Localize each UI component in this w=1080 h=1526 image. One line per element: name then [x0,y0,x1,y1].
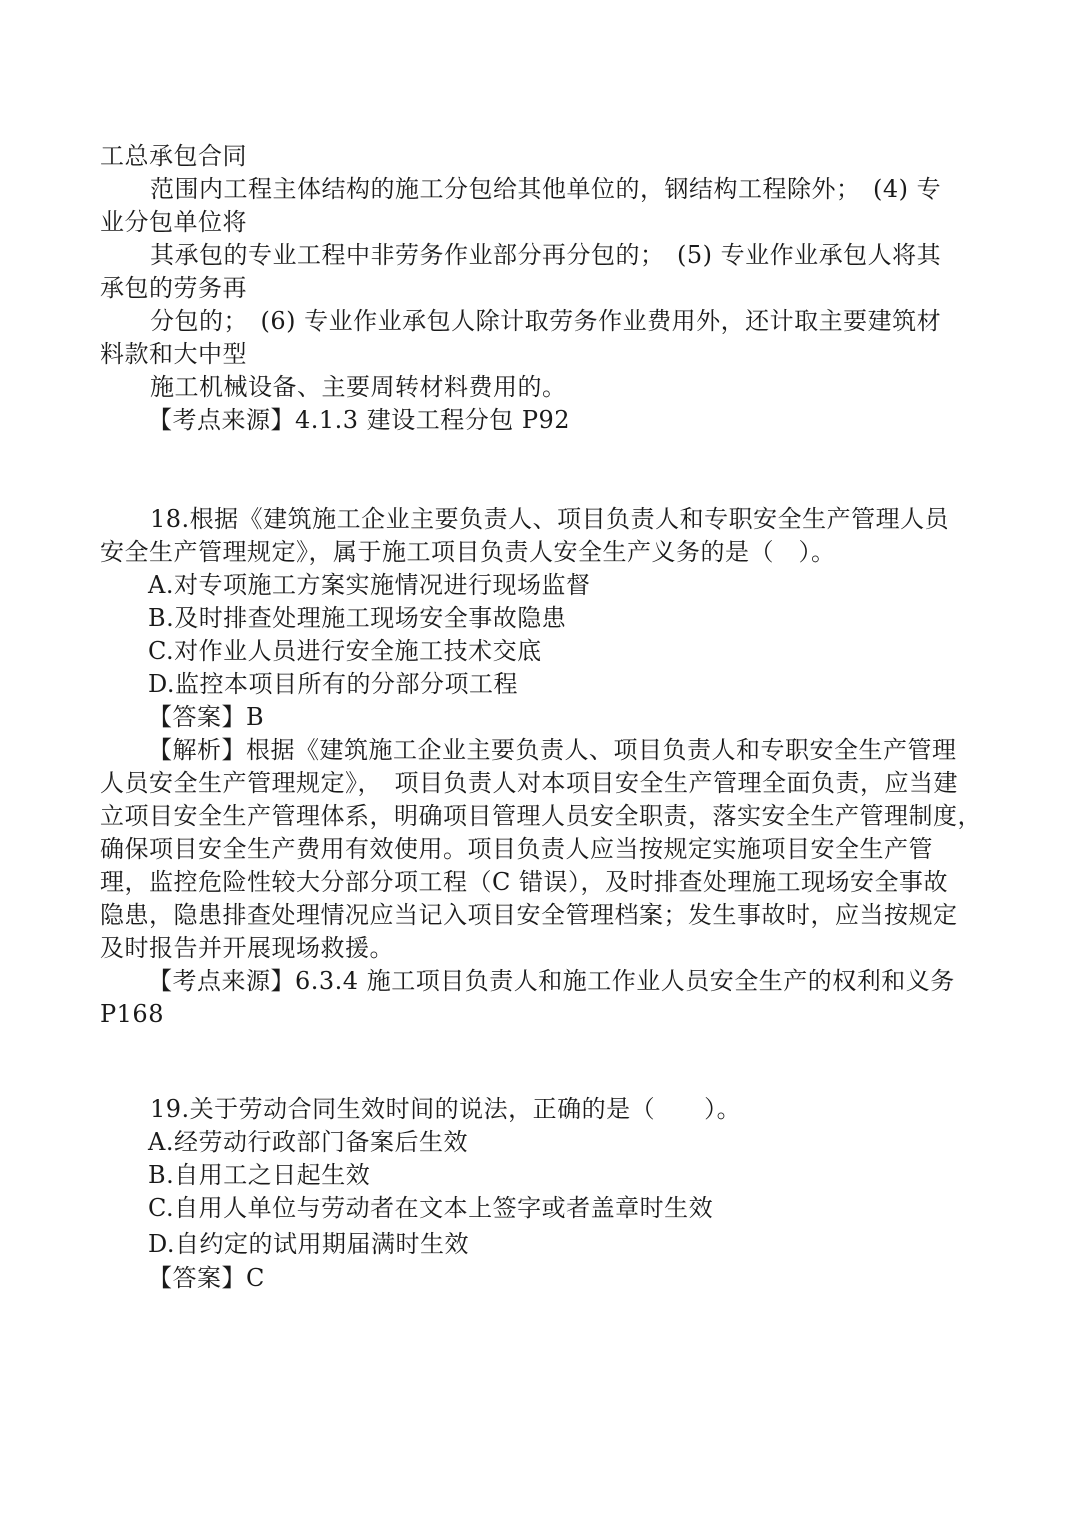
option-a: A.对专项施工方案实施情况进行现场监督 [148,571,591,599]
option-c: C.对作业人员进行安全施工技术交底 [148,637,542,665]
analysis-line: 立项目安全生产管理体系，明确项目管理人员安全职责，落实安全生产管理制度， [100,802,982,830]
text-line: 施工机械设备、主要周转材料费用的。 [150,373,567,401]
question-stem: 18.根据《建筑施工企业主要负责人、项目负责人和专职安全生产管理人员 [150,505,950,533]
text-line: 料款和大中型 [100,340,247,368]
source-reference: 【考点来源】6.3.4 施工项目负责人和施工作业人员安全生产的权利和义务 [148,967,955,995]
analysis-line: 人员安全生产管理规定》， 项目负责人对本项目安全生产管理全面负责，应当建 [100,769,958,797]
option-d: D.自约定的试用期届满时生效 [148,1230,470,1258]
option-b: B.自用工之日起生效 [148,1161,371,1189]
answer: 【答案】B [148,703,265,731]
text-line: 承包的劳务再 [100,274,247,302]
analysis-line: 【解析】根据《建筑施工企业主要负责人、项目负责人和专职安全生产管理 [148,736,957,764]
question-stem: 19.关于劳动合同生效时间的说法，正确的是（ ）。 [150,1095,742,1123]
answer: 【答案】C [148,1264,265,1292]
analysis-line: 确保项目安全生产费用有效使用。项目负责人应当按规定实施项目安全生产管 [100,835,933,863]
text-line: 工总承包合同 [100,142,247,170]
option-a: A.经劳动行政部门备案后生效 [148,1128,468,1156]
analysis-line: 理，监控危险性较大分部分项工程（C 错误），及时排查处理施工现场安全事故 [100,868,948,896]
option-b: B.及时排查处理施工现场安全事故隐患 [148,604,567,632]
text-line: 其承包的专业工程中非劳务作业部分再分包的； (5) 专业作业承包人将其 [150,241,942,269]
source-reference: 【考点来源】4.1.3 建设工程分包 P92 [148,406,571,434]
analysis-line: 隐患，隐患排查处理情况应当记入项目安全管理档案；发生事故时，应当按规定 [100,901,958,929]
option-c: C.自用人单位与劳动者在文本上签字或者盖章时生效 [148,1194,714,1222]
analysis-line: 及时报告并开展现场救援。 [100,934,394,962]
text-line: 分包的； (6) 专业作业承包人除计取劳务作业费用外，还计取主要建筑材 [150,307,942,335]
option-d: D.监控本项目所有的分部分项工程 [148,670,519,698]
text-line: 范围内工程主体结构的施工分包给其他单位的，钢结构工程除外； (4) 专 [150,175,942,203]
question-stem: 安全生产管理规定》，属于施工项目负责人安全生产义务的是（ ）。 [100,538,836,566]
text-line: 业分包单位将 [100,208,247,236]
source-page: P168 [100,1000,164,1028]
